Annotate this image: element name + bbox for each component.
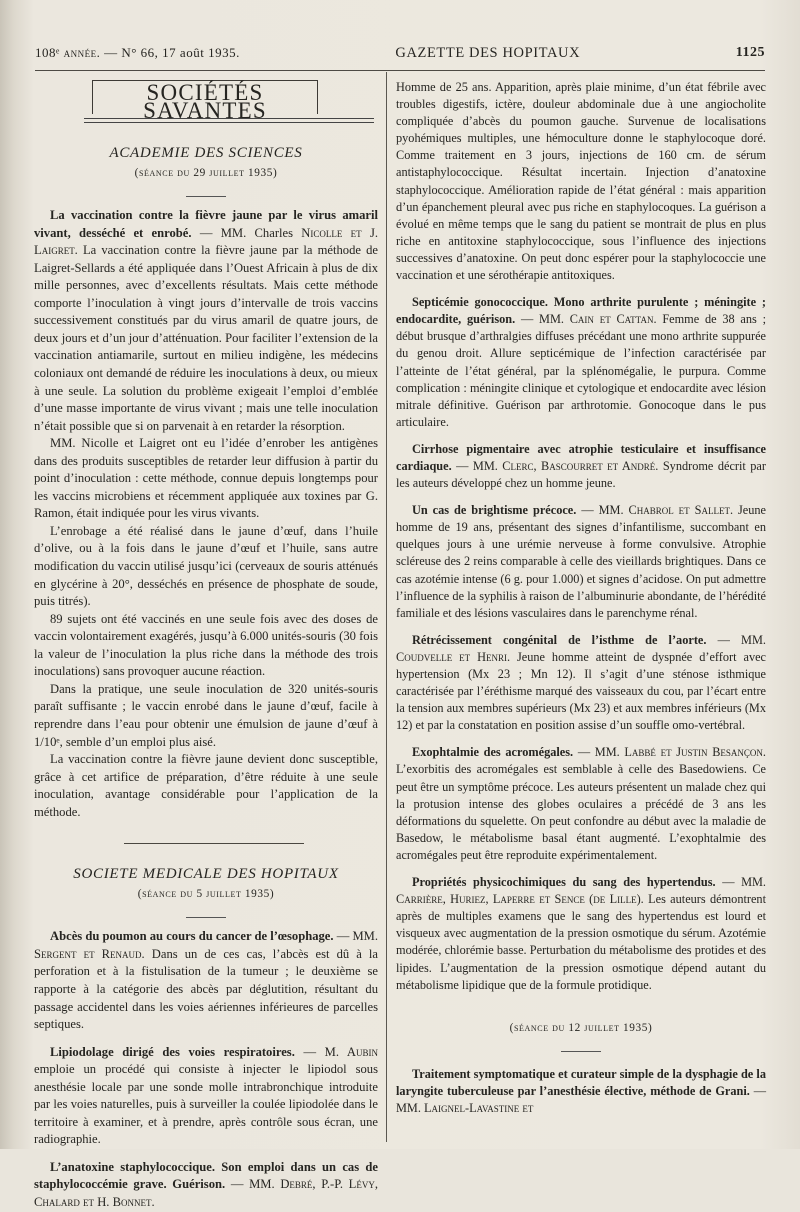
article-body: Dans un de ces cas, l’abcès est dû à la perforation et à la fistulisation de la tumeur ; le deuxième se rapporte à la catégorie des abcès par déglutition, résultant du passage accidentel dans les voies aériennes inférieures de parcelles septiques.: [34, 946, 378, 1032]
article-body: Jeune homme atteint de dyspnée d’effort avec hypertension (Mx 23 ; Mn 12). Il s’agit d’une sténose isthmique caractérisée par l’éréthisme marqué des vaisseaux du cou, par l’écart entre la tension aux membres supérieurs (Mx 23) et aux membres inférieurs (Mx 12) et par la constatation en position assise d’un souffle omo-vertébral.: [396, 649, 767, 733]
article-heading: Propriétés physicochimiques du sang des hypertendus.: [412, 875, 716, 890]
paragraph: Dans la pratique, une seule inoculation de 320 unités-souris paraît suffisante ; le vaccin enrobé dans le jaune d’œuf, facile à reprendre dans l’eau pour obtenir une émulsion de jaune d’œuf à 1/10ᵉ, semble d’un emploi plus aisé.: [34, 681, 378, 749]
paragraph: 89 sujets ont été vaccinés en une seule fois avec des doses de vaccin volontairement exagérés, jusqu’à 6.000 unités-souris (30 fois la valeur de l’inoculation la plus riche dans la méthode des trois inoculations) sans provoquer aucune réaction.: [34, 611, 378, 679]
article-heading: Rétrécissement congénital de l’isthme de l’aorte.: [412, 632, 707, 647]
article-authors: — MM. Coudvelle et Henri.: [396, 632, 766, 664]
column-rule: [386, 72, 387, 1142]
article-dysphagie: [396, 1066, 766, 1117]
article-anatoxine-continued: Homme de 25 ans. Apparition, après plaie minime, d’un état fébrile avec troubles digestifs, ictère, douleur abdominale due à une angiocholite compliquée d’abcès du poumon gauche. Survenue de localisations pyohémiques multiples, une hémoculture donne le staphylocoque doré. Comme traitement en 3 jours, injections de 160 cm. de sérum antistaphylococcique. Résultat incertain. Injection d’anatoxine staphylococcique. Amélioration rapide de l’état général : mais apparition d’un épanchement pleural avec pus riche en staphylocoques. La guérison a évolué en même temps que le sang du patient se montrait de plus en plus riche en antitoxine staphylococcique, sous l’influence des injections successives d’anatoxine. On peut donc espérer pour la staphylococcie une vaccination et une sérothérapie antitoxiques.: [396, 80, 766, 283]
article-septicemie: [396, 294, 766, 431]
article-authors: — MM. Sergent et Renaud.: [34, 929, 378, 961]
article-lipiodolage: [34, 1044, 378, 1149]
article-authors: — MM. Clerc, Bascourret et André.: [456, 458, 659, 473]
article-authors: — M. Aubin: [303, 1044, 378, 1059]
article-heading: Septicémie gonococcique. Mono arthrite purulente ; méningite ; endocardite, guérison.: [396, 295, 766, 327]
article-authors: Nicolle et J. Laigret.: [34, 225, 378, 258]
societe-seance-2: (séance du 12 juillet 1935): [509, 1021, 653, 1034]
issue-number-date: — N° 66, 17 août 1935.: [104, 45, 240, 60]
article-body: L’exorbitis des acromégales est semblable à celle des Basedowiens. Ce peut être un symptôme précoce. Les auteurs présentent un malade chez qui la protusion intense des globes oculaires a précédé de 3 ans les déformations du squelette. On peut confondre au début avec la maladie de Basedow, le métabolisme basal étant augmenté. L’exophtalmie des acromégales peut être reproduite expérimentalement.: [396, 762, 766, 862]
societe-title: SOCIETE MEDICALE DES HOPITAUX: [73, 866, 339, 883]
paragraph: La vaccination contre la fièvre jaune devient donc susceptible, grâce à cet artifice de préparation, d’être réduite à une seule inoculation, avantage considérable pour l’application de la méthode.: [34, 752, 378, 819]
article-heading: Abcès du poumon au cours du cancer de l’œsophage.: [50, 929, 334, 944]
header-rule: [35, 70, 765, 71]
article-body: Les auteurs démontrent après de multiples examens que le sang des hypertendus est lourd et visqueux avec augmentation de la pression osmotique du sérum. Azotémie modérée, chlorémie basse. Perturbation du métabolisme des protides et des lipides. L’augmentation de la pression osmotique dépend autant du métabolisme lipidique que de la formule protidique.: [396, 892, 766, 992]
article-fievre-jaune: La vaccination contre la fièvre jaune par le virus amaril vivant, desséché et enrobé. — MM. Charles Nicolle et J. Laigret. La vaccination contre la fièvre jaune par la méthode de Laigret-Sellards a été appliquée dans l’Ouest Africain à plus de dix mille personnes, avec d’excellents résultats. Mais cette méthode comporte l’inoculation à vingt jours d’intervalle de trois vaccins successivement constitués par du virus amaril de quatre jours, de deux jours et d’un jour d’atténuation. Pour faciliter l’extension de la vaccination antiamarile, surtout en milieu indigène, les médecins coloniaux ont demandé de réduire les inoculations à deux, ou mieux à une seule. La solution du problème exigeait l’emploi d’emblée d’une masse importante de virus vivant ; mais une telle inoculation n’était possible que si on parvenait à en retarder la résorption.: [34, 208, 378, 433]
article-body: emploie un procédé qui consiste à injecter le lipiodol sous anesthésie locale par une sonde molle intrabronchique introduite par les voies naturelles, puis à surveiller la coulée lipiodolée dans le territoire à examiner, et à prendre, après contrôle sous écran, une radiographie.: [34, 1062, 378, 1147]
left-column: [34, 76, 378, 1212]
article-heading: L’anatoxine staphylococcique. Son emploi dans un cas de staphylococcémie grave. Guérison.: [34, 1159, 378, 1192]
paragraph: L’enrobage a été réalisé dans le jaune d’œuf, dans l’huile d’olive, ou à la fois dans le jaune d’œuf et l’huile, sans autre modification du vaccin utilisé jusqu’ici (cerveaux de souris atténués en glycérine à 20°, desséchés en présence de phosphate de soude, puis titrés).: [34, 523, 378, 609]
article-heading: La vaccination contre la fièvre jaune par le virus amaril vivant, desséché et enrobé.: [34, 208, 378, 240]
article-authors: — MM. Laignel-Lavastine et: [396, 1083, 766, 1115]
article-authors: — MM. Labbé et Justin Besançon.: [577, 745, 767, 760]
section-divider: [186, 196, 226, 197]
article-exophtalmie: [396, 744, 766, 864]
article-aorte: [396, 632, 766, 735]
section-divider: [186, 917, 226, 918]
main-title: SOCIÉTÉS SAVANTES: [92, 80, 318, 114]
running-header: [35, 40, 765, 66]
article-hypertendus: [396, 874, 766, 994]
right-column-content: [396, 79, 766, 1117]
article-body: Syndrome décrit par les auteurs développé chez un homme jeune.: [396, 458, 766, 491]
academie-seance: (séance du 29 juillet 1935): [134, 166, 278, 179]
article-abces: [34, 928, 378, 1033]
academie-title: ACADEMIE DES SCIENCES: [109, 145, 303, 161]
article-authors: — MM. Carrière, Huriez, Laperre et Sence (de Lille).: [396, 875, 767, 907]
article-heading: Cirrhose pigmentaire avec atrophie testiculaire et insuffisance cardiaque.: [396, 441, 766, 473]
paragraph: MM. Nicolle et Laigret ont eu l’idée d’enrober les antigènes dans des produits susceptibles de retarder leur diffusion à partir du point d’inoculation : cette méthode, connue depuis longtemps pour les vaccins microbiens et récemment appliquée aux toxines par G. Ramon, était indiquée pour les virus vivants.: [34, 436, 378, 521]
article-heading: Un cas de brightisme précoce.: [412, 503, 577, 518]
issue-annee: année.: [63, 45, 101, 60]
issue-volume: 108ᵉ: [35, 45, 60, 60]
section-divider: [124, 843, 304, 844]
article-authors: — MM. Cain et Cattan.: [520, 312, 657, 327]
journal-name: GAZETTE DES HOPITAUX: [395, 44, 581, 61]
article-cirrhose: [396, 441, 766, 492]
page-number: 1125: [735, 45, 765, 60]
article-anatoxine: [34, 1159, 378, 1212]
issue-info: [35, 45, 240, 61]
article-body: Jeune homme de 19 ans, présentant des signes d’infantilisme, succombant en quelques jours à une urémie nerveuse à forme convulsive. Atrophie scléreuse des 2 reins comparable à celle des vieillards brightiques. Dans ce cas azotémie intense (6 g. pour 1.000) et signes d’acidose. On put admettre l’influence de la syphilis à raison de l’albuminurie abondante, de l’hérédité familiale et des lésions vasculaires dans le parenchyme rénal.: [396, 503, 766, 620]
section-divider: [561, 1051, 601, 1052]
article-authors: — MM. Debré, P.-P. Lévy, Chalard et H. Bonnet.: [34, 1177, 378, 1209]
article-body: Femme de 38 ans ; début brusque d’arthralgies diffuses précédant une mono arthrite suppurée du genou droit. Allure septicémique de l’infection caractérisée par l’atteinte de l’état général, par la splénomégalie, le purpura. Comme complication : méningite clinique et cytologique et endocardite avec lésion mitrale définitive. Guérison par arthrotomie. Gonocoque dans le pus articulaire.: [396, 312, 766, 429]
article-authors: — MM. Chabrol et Sallet.: [581, 503, 734, 518]
article-heading: Exophtalmie des acromégales.: [412, 745, 574, 760]
article-body: La vaccination contre la fièvre jaune par la méthode de Laigret-Sellards a été appliquée dans l’Ouest Africain à plus de dix mille personnes, avec d’excellents résultats. Mais cette méthode comporte l’inoculation à vingt jours d’intervalle de trois vaccins successivement constitués par du virus amaril de quatre jours, de deux jours et d’un jour d’atténuation. Pour faciliter l’extension de la vaccination antiamarile, surtout en milieu indigène, les médecins coloniaux ont demandé de réduire les inoculations à deux, ou mieux à une seule. La solution du problème exigeait l’emploi d’emblée d’une masse importante de virus vivant ; mais une telle inoculation n’était possible que si on parvenait à en retarder la résorption.: [34, 243, 378, 433]
societe-seance: (séance du 5 juillet 1935): [137, 887, 275, 900]
article-brightisme: [396, 502, 766, 622]
article-heading: Lipiodolage dirigé des voies respiratoires.: [50, 1044, 295, 1059]
article-heading: Traitement symptomatique et curateur simple de la dysphagie de la laryngite tuberculeuse par l’anesthésie élective, méthode de Grani.: [396, 1066, 766, 1098]
